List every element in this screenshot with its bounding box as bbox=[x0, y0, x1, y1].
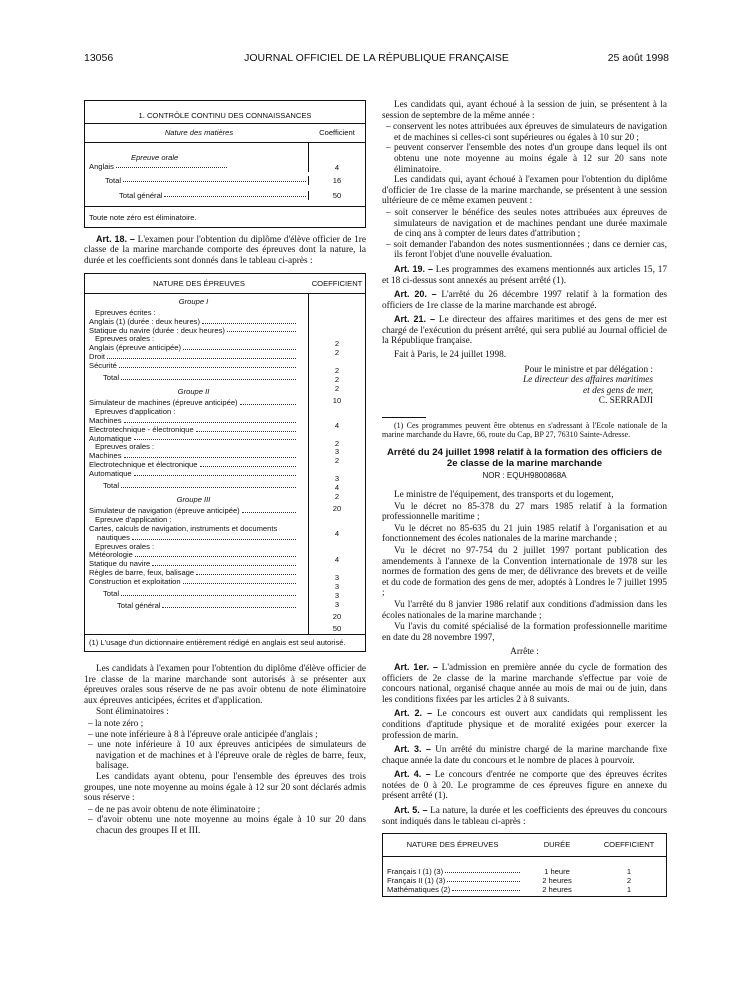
visa: Vu le décret no 85-635 du 21 juin 1985 relatif à l'organisation et au fonctionnement des écoles nationales de la marine marchande ; bbox=[382, 523, 667, 545]
paragraph: Sont éliminatoires : bbox=[96, 707, 169, 718]
page-number: 13056 bbox=[84, 52, 114, 64]
row-value: 10 bbox=[332, 395, 342, 405]
row-label: Anglais (1) (durée : deux heures) bbox=[89, 316, 201, 326]
row-duration: 2 heures bbox=[542, 875, 572, 885]
row-value: 2 bbox=[334, 366, 340, 376]
row-label: Total bbox=[103, 589, 120, 599]
group-title: Groupe III bbox=[176, 494, 211, 504]
row-label: Total bbox=[103, 373, 120, 383]
col-header-matieres: Nature des matières bbox=[164, 128, 234, 138]
table-controle-continu bbox=[84, 100, 366, 228]
nor-reference: NOR : EQUH9800868A bbox=[482, 471, 567, 481]
group-title: Groupe II bbox=[177, 387, 210, 397]
row-value: 1 bbox=[626, 866, 632, 876]
section-label: Epreuves orales : bbox=[95, 442, 155, 452]
signature-line: Le directeur des affaires maritimes bbox=[523, 375, 653, 386]
row-value: 20 bbox=[332, 503, 342, 513]
section-label: Epreuves d'application : bbox=[95, 406, 176, 416]
row-value: 2 bbox=[334, 374, 340, 384]
section-label: Epreuves orales : bbox=[95, 541, 155, 551]
article-1: Art. 1er. – L'admission en première année du cycle de formation des officiers de 2e classe de la marine marchande s'effectue par voie de concours national, organisé chaque année au mois de mai ou de juin, dans les conditions fixées par les articles 2 à 8 suivants. bbox=[382, 661, 667, 705]
table-row bbox=[383, 885, 666, 894]
paragraph: Le ministre de l'équipement, des transports et du logement, bbox=[394, 490, 614, 501]
row-label: Total bbox=[105, 175, 122, 185]
row-value: 16 bbox=[308, 176, 365, 185]
signature-line: et des gens de mer, bbox=[583, 385, 653, 396]
bullet-item: – une note inférieure à 8 à l'épreuve orale anticipée d'anglais ; bbox=[88, 729, 318, 740]
row-value: 2 bbox=[334, 491, 340, 501]
row-value: 50 bbox=[332, 623, 342, 633]
article-21: Art. 21. – Le directeur des affaires maritimes et des gens de mer est chargé de l'exécution du présent arrêté, qui sera publié au Journal officiel de la République française. bbox=[382, 314, 667, 347]
article-4: Art. 4. – Le concours d'entrée ne comporte que des épreuves écrites notées de 0 à 20. Le programme de ces épreuves figure en annexe du présent arrêté (1). bbox=[382, 769, 668, 802]
row-value: 2 bbox=[334, 348, 340, 358]
row-label: Cartes, calculs de navigation, instruments et documents bbox=[89, 523, 278, 533]
bullet-item: – de ne pas avoir obtenu de note éliminatoire ; bbox=[88, 804, 261, 815]
row-value: 3 bbox=[334, 573, 340, 583]
row-value: 2 bbox=[334, 339, 340, 349]
row-label: Anglais (épreuve anticipée) bbox=[89, 343, 182, 353]
journal-title: JOURNAL OFFICIEL DE LA RÉPUBLIQUE FRANÇAISE bbox=[244, 52, 509, 64]
publication-date: 25 août 1998 bbox=[607, 52, 669, 64]
col-header-coefficient: COEFFICIENT bbox=[603, 840, 655, 850]
row-label: Electrotechnique et électronique bbox=[89, 460, 198, 470]
paragraph: Les candidats ayant obtenu, pour l'ensemble des épreuves des trois groupes, une note moyenne au moins égale à 12 sur 20 sont déclarés admis sous réserve : bbox=[84, 771, 366, 804]
signatory-name: C. SERRADJI bbox=[598, 396, 653, 407]
arrete-label: Arrête : bbox=[510, 647, 539, 658]
bullet-item: – soit conserver le bénéfice des seules notes attribuées aux épreuves de simulateurs de navigation et de machines pendant une durée maximale de cinq ans à compter de leurs dates d'attribution ; bbox=[386, 207, 667, 240]
row-label: Total bbox=[103, 481, 120, 491]
footnote: (1) Ces programmes peuvent être obtenus en s'adressant à l'Ecole nationale de la marine marchande du Havre, 66, route du Cap, BP 27, 76310 Sainte-Adresse. bbox=[382, 421, 667, 440]
paragraph: Les candidats à l'examen pour l'obtention du diplôme d'élève officier de 1re classe de la marine marchande sont autorisés à se présenter aux épreuves orales sous réserve de ne pas avoir obtenu de note éliminatoire aux épreuves anticipées, écrites et d'application. bbox=[84, 664, 366, 706]
row-value: 4 bbox=[334, 528, 340, 538]
row-value: 3 bbox=[334, 474, 340, 484]
decree-title: Arrêté du 24 juillet 1998 relatif à la formation des officiers de 2e classe de la marine marchande bbox=[386, 447, 663, 470]
section-label: Epreuves écrites : bbox=[95, 307, 156, 317]
col-header-coefficient: Coefficient bbox=[319, 128, 355, 138]
bullet-item: – la note zéro ; bbox=[88, 719, 144, 729]
row-label: Total général bbox=[119, 191, 163, 201]
row-label: Statique du navire (durée : deux heures) bbox=[89, 325, 225, 335]
epreuve-orale-label: Epreuve orale bbox=[131, 152, 179, 162]
row-label: Automatique bbox=[89, 433, 132, 443]
section-label: Epreuves orales : bbox=[95, 334, 155, 344]
group-title: Groupe I bbox=[178, 296, 209, 306]
row-value: 4 bbox=[334, 420, 340, 430]
signing-place-date: Fait à Paris, le 24 juillet 1998. bbox=[394, 350, 507, 361]
article-19: Art. 19. – Les programmes des examens mentionnés aux articles 15, 17 et 18 ci-dessus sont annexés au présent arrêté (1). bbox=[382, 263, 667, 286]
table-row bbox=[383, 876, 666, 885]
row-label: Machines bbox=[89, 415, 122, 425]
row-value: 3 bbox=[334, 591, 340, 601]
row-label: Mathématiques (2) bbox=[387, 885, 451, 895]
bullet-item: – une note inférieure à 10 aux épreuves anticipées de simulateurs de navigation et de machines et à l'épreuve orale de règles de barre, feux, balisage. bbox=[88, 740, 366, 772]
table-concours-epreuves bbox=[382, 833, 667, 897]
bullet-item: – soit demander l'abandon des notes susmentionnées ; dans ce dernier cas, ils feront l'objet d'une nouvelle évaluation. bbox=[386, 239, 667, 261]
bullet-item: – d'avoir obtenu une note moyenne au moins égale à 10 sur 20 dans chacun des groupes II et III. bbox=[88, 815, 366, 836]
col-header-nature: NATURE DES ÉPREUVES bbox=[406, 840, 499, 850]
row-label: nautiques bbox=[97, 532, 130, 542]
row-value: 3 bbox=[334, 582, 340, 592]
row-value: 3 bbox=[334, 447, 340, 457]
row-value: 2 bbox=[334, 383, 340, 393]
row-value: 2 bbox=[334, 456, 340, 466]
article-5: Art. 5. – La nature, la durée et les coefficients des épreuves du concours sont indiqués dans le tableau ci-après : bbox=[382, 805, 667, 827]
signature-block bbox=[382, 365, 667, 407]
row-value: 4 bbox=[334, 483, 340, 493]
row-label: Electrotechnique - électronique bbox=[89, 424, 194, 434]
table-row bbox=[383, 867, 666, 876]
left-column bbox=[84, 100, 366, 837]
row-label: Sécurité bbox=[89, 361, 117, 371]
article-3: Art. 3. – Un arrêté du ministre chargé de la marine marchande fixe chaque année la date du concours et le nombre de places à pourvoir. bbox=[382, 744, 668, 766]
row-label: Automatique bbox=[89, 469, 132, 479]
right-column bbox=[382, 100, 667, 897]
row-label: Météorologie bbox=[89, 550, 133, 560]
table-examen-epreuves bbox=[84, 273, 366, 652]
row-label: Simulateur de navigation (épreuve anticipée) bbox=[89, 505, 240, 515]
row-value: 20 bbox=[332, 611, 342, 621]
article-2: Art. 2. – Le concours est ouvert aux candidats qui remplissent les conditions d'aptitude physique et de moralité exigées pour exercer la profession de marin. bbox=[382, 708, 667, 741]
table-footnote: (1) L'usage d'un dictionnaire entièrement rédigé en anglais est seul autorisé. bbox=[85, 634, 365, 651]
visa: Vu l'avis du comité spécialisé de la formation professionnelle maritime en date du 28 novembre 1997, bbox=[382, 622, 667, 643]
article-20: Art. 20. – L'arrêté du 26 décembre 1997 relatif à la formation des officiers de 1re classe de la marine marchande est abrogé. bbox=[382, 289, 667, 311]
article-18: Art. 18. – L'examen pour l'obtention du diplôme d'élève officier de 1re classe de la marine marchande comporte des épreuves dont la nature, la durée et les coefficients sont donnés dans le tableau ci-après : bbox=[84, 233, 366, 266]
row-label: Anglais bbox=[89, 161, 114, 171]
row-label: Français II (1) (3) bbox=[387, 875, 446, 885]
row-value: 1 bbox=[626, 885, 632, 895]
col-header-duree: DURÉE bbox=[543, 840, 571, 850]
visa: Vu l'arrêté du 8 janvier 1986 relatif aux conditions d'admission dans les écoles nationales de la marine marchande ; bbox=[382, 599, 667, 621]
page-header bbox=[84, 52, 669, 66]
signature-line: Pour le ministre et par délégation : bbox=[524, 364, 653, 375]
visa: Vu le décret no 85-378 du 27 mars 1985 relatif à la formation professionnelle maritime ; bbox=[382, 501, 667, 523]
row-value: 4 bbox=[334, 555, 340, 565]
row-value: 50 bbox=[308, 191, 365, 200]
col-header-coefficient: COEFFICIENT bbox=[311, 278, 363, 288]
row-duration: 2 heures bbox=[542, 885, 572, 895]
table-note: Toute note zéro est éliminatoire. bbox=[85, 206, 365, 226]
row-label: Total général bbox=[117, 600, 161, 610]
visa: Vu le décret no 97-754 du 2 juillet 1997 portant publication des amendements à l'annexe de la Convention internationale de 1978 sur les normes de formation des gens de mer, de délivrance des brevets et de veille et du code de formation des gens de mer, adoptés à Londres le 7 juillet 1995 ; bbox=[382, 546, 667, 599]
row-label: Droit bbox=[89, 352, 106, 362]
row-label: Statique du navire bbox=[89, 559, 151, 569]
bullet-item: – conservent les notes attribuées aux épreuves de simulateurs de navigation et de machines si celles-ci sont supérieures ou égales à 10 sur 20 ; bbox=[386, 122, 667, 143]
row-value: 4 bbox=[308, 143, 365, 172]
row-label: Règles de barre, feux, balisage bbox=[89, 568, 195, 578]
row-value: 3 bbox=[334, 600, 340, 610]
col-header-nature: NATURE DES ÉPREUVES bbox=[153, 278, 245, 288]
row-value: 2 bbox=[626, 875, 632, 885]
row-duration: 1 heure bbox=[544, 866, 570, 876]
paragraph: Les candidats qui, ayant échoué à l'examen pour l'obtention du diplôme d'officier de 1re classe de la marine marchande, se présentent à une session ultérieure de ce même examen peuvent : bbox=[382, 175, 667, 207]
row-label: Machines bbox=[89, 451, 122, 461]
bullet-item: – peuvent conserver l'ensemble des notes d'un groupe dans lequel ils ont obtenu une note moyenne au moins égale à 12 sur 20 sans note éliminatoire. bbox=[386, 143, 667, 175]
paragraph: Les candidats qui, ayant échoué à la session de juin, se présentent à la session de septembre de la même année : bbox=[382, 100, 667, 121]
section-label: Epreuve d'application : bbox=[95, 514, 172, 524]
row-label: Simulateur de machines (épreuve anticipée) bbox=[89, 397, 238, 407]
row-label: Français I (1) (3) bbox=[387, 866, 444, 876]
row-label: Construction et exploitation bbox=[89, 577, 181, 587]
table-title: 1. CONTRÔLE CONTINU DES CONNAISSANCES bbox=[138, 111, 312, 120]
row-value: 2 bbox=[334, 438, 340, 448]
